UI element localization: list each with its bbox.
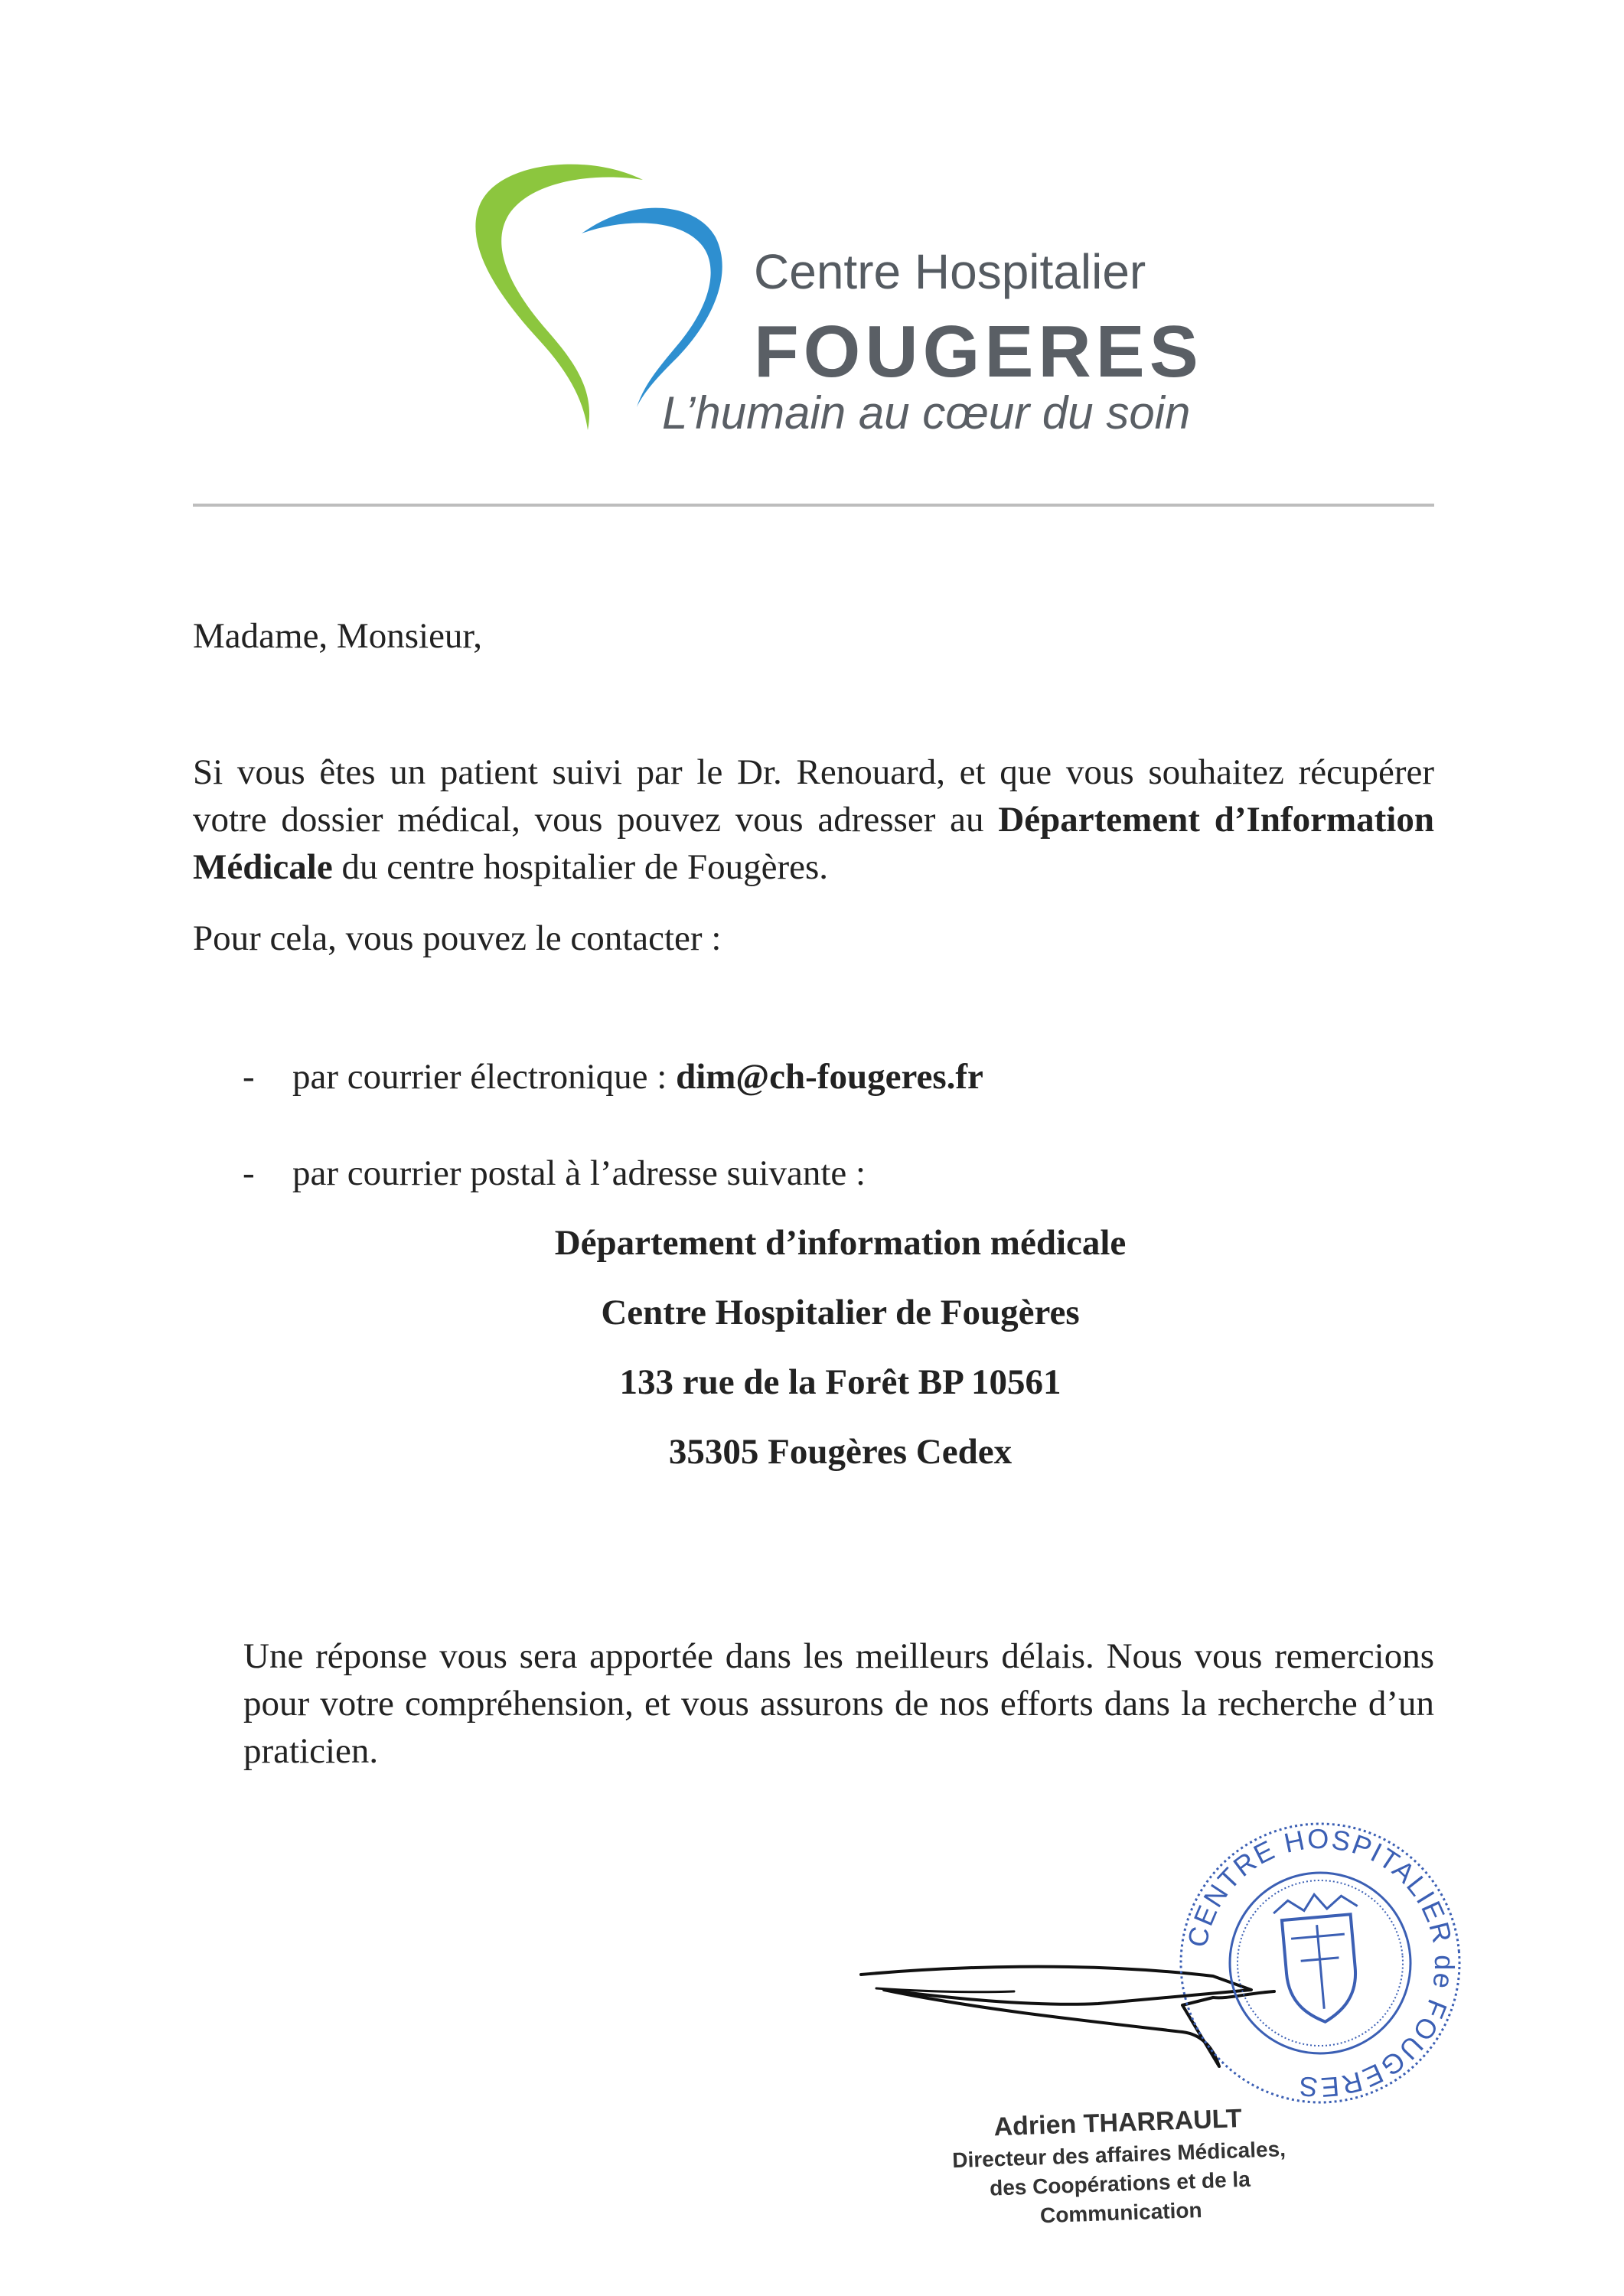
signatory-title-line: des Coopérations et de la — [989, 2167, 1251, 2200]
stamp-text: CENTRE HOSPITALIER de FOUGERES — [1181, 1822, 1461, 2104]
address-line: Département d’information médicale — [554, 1223, 1127, 1263]
contact-intro: Pour cela, vous pouvez le contacter : — [193, 918, 722, 958]
closing-paragraph: Une réponse vous sera apportée dans les meilleurs délais. Nous vous remercions pour votre compréhension, et vous assurons de nos efforts dans la recherche d’un praticien. — [243, 1636, 1434, 1771]
postal-address — [193, 1219, 1488, 1498]
signatory-title-line: Directeur des affaires Médicales, — [951, 2137, 1286, 2173]
list-item-postal — [193, 1150, 1434, 1197]
logo-line-centre-hospitalier: Centre Hospitalier — [754, 244, 1146, 299]
postal-label: par courrier postal à l’adresse suivante : — [292, 1153, 866, 1193]
logo-blue-arc — [582, 208, 722, 407]
signatory-last-name: THARRAULT — [1083, 2104, 1243, 2139]
address-line: 35305 Fougères Cedex — [668, 1432, 1013, 1472]
address-line: Centre Hospitalier de Fougères — [601, 1293, 1080, 1332]
signatory-title-line: Communication — [1039, 2197, 1202, 2228]
hospital-seal-icon — [1171, 1814, 1469, 2112]
intro-paragraph — [193, 748, 1434, 891]
list-item-email — [193, 1053, 1434, 1101]
logo-line-fougeres: FOUGERES — [754, 311, 1203, 393]
intro-text-part2: du centre hospitalier de Fougères. — [332, 847, 829, 887]
email-label: par courrier électronique : — [292, 1057, 677, 1097]
bullet-dash: - — [243, 1057, 255, 1097]
intro-department-name: Département d’Information Médicale — [193, 800, 1435, 887]
signatory-block — [915, 2099, 1324, 2235]
header-divider — [193, 504, 1434, 507]
logo-tagline: L’humain au cœur du soin — [662, 387, 1191, 439]
email-address: dim@ch-fougeres.fr — [676, 1057, 983, 1097]
address-line: 133 rue de la Forêt BP 10561 — [619, 1362, 1061, 1402]
greeting: Madame, Monsieur, — [193, 616, 482, 656]
logo-green-arc — [475, 165, 643, 430]
contact-methods-list — [193, 1053, 1434, 1197]
signatory-first-name: Adrien — [993, 2109, 1077, 2142]
bullet-dash: - — [243, 1153, 255, 1193]
intro-text-part1: Si vous êtes un patient suivi par le Dr. Renouard, et que vous souhaitez récupérer votre dossier médical, vous pouvez vous adresser au — [193, 752, 1434, 840]
